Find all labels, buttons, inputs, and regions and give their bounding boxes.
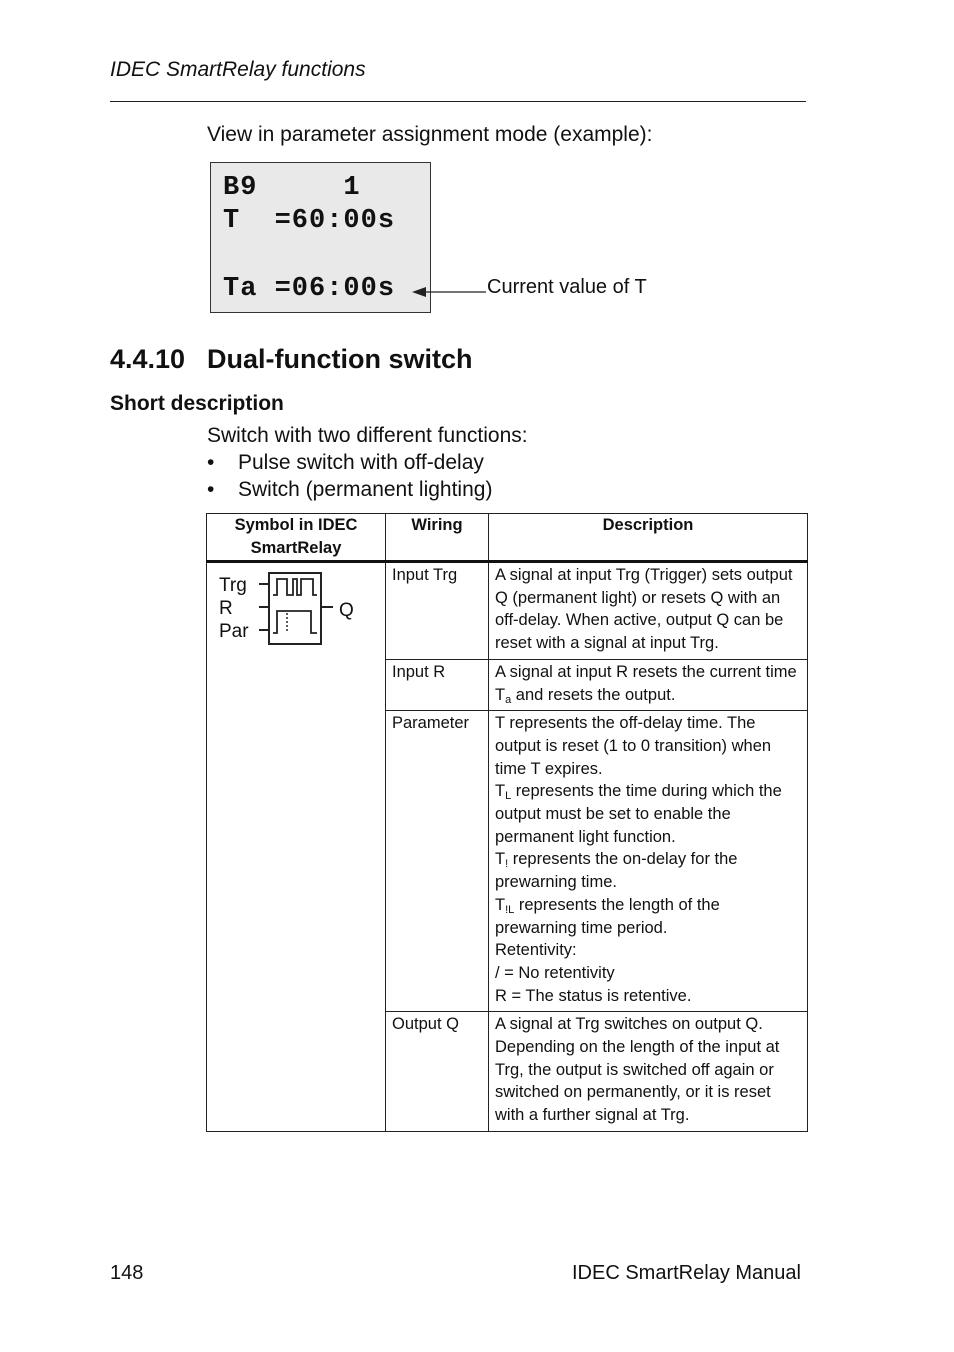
subscript: a: [505, 693, 512, 706]
description-text: represents the time during which the output must be set to enable the permanent light function.: [495, 782, 782, 846]
description-text: represents the length of the prewarning time period.: [495, 895, 720, 937]
function-table: [206, 513, 808, 1132]
retentivity-r: R = The status is retentive.: [495, 986, 692, 1005]
lcd-line-2: T =60:00s: [223, 206, 396, 236]
intro-text: View in parameter assignment mode (example):: [207, 123, 653, 146]
retentivity-label: Retentivity:: [495, 941, 577, 960]
wiring-cell: Input R: [386, 659, 489, 710]
bullet-text: Switch (permanent lighting): [238, 478, 493, 501]
retentivity-none: / = No retentivity: [495, 963, 615, 982]
description-cell: A signal at input Trg (Trigger) sets output Q (permanent light) or resets Q with an off-delay. When active, output Q can be reset with a signal at input Trg.: [489, 562, 808, 660]
symbol-output-q: Q: [339, 600, 354, 621]
header-description: Description: [489, 514, 808, 562]
subscript: !: [505, 858, 509, 871]
short-description-text: Switch with two different functions:: [207, 424, 528, 447]
header-symbol: Symbol in IDEC SmartRelay: [207, 514, 386, 562]
bullet-item: [207, 451, 484, 475]
callout-arrow-icon: [410, 280, 490, 300]
symbol-input-r: R: [219, 598, 233, 619]
lcd-display: [210, 162, 431, 313]
section-title: [110, 344, 473, 375]
param-t-excl-l: $T_{!L}$ represents the length of the prewarning time period.: [495, 895, 720, 937]
description-text: A signal at input R resets the current time T: [495, 662, 797, 704]
short-description-heading: Short description: [110, 392, 284, 415]
running-header: IDEC SmartRelay functions: [110, 58, 366, 81]
subscript: !L: [505, 903, 515, 916]
param-tl: $T_L$ represents the time during which the output must be set to enable the permanent light function.: [495, 782, 782, 846]
description-text: represents the on-delay for the prewarning time.: [495, 850, 738, 892]
description-cell: [489, 711, 808, 1012]
header-rule: [110, 101, 806, 102]
section-name: Dual-function switch: [207, 344, 473, 374]
dual-function-switch-symbol-icon: [217, 567, 367, 651]
header-wiring: Wiring: [386, 514, 489, 562]
table-row: [207, 562, 808, 660]
symbol-cell: [207, 562, 386, 1132]
bullet-icon: •: [207, 478, 215, 501]
wiring-cell: Output Q: [386, 1012, 489, 1132]
bullet-item: [207, 478, 492, 502]
bullet-text: Pulse switch with off-delay: [238, 451, 484, 474]
param-t: T represents the off-delay time. The output is reset (1 to 0 transition) when time T expires.: [495, 714, 772, 778]
description-text: and resets the output.: [511, 685, 676, 704]
symbol-input-trg: Trg: [219, 575, 247, 596]
page-number: 148: [110, 1262, 144, 1284]
description-cell: A signal at Trg switches on output Q. Depending on the length of the input at Trg, the output is switched off again or switched on permanently, or it is reset with a further signal at Trg.: [489, 1012, 808, 1132]
bullet-icon: •: [207, 451, 215, 474]
wiring-cell: Parameter: [386, 711, 489, 1012]
description-cell: [489, 659, 808, 710]
footer-title: IDEC SmartRelay Manual: [572, 1262, 801, 1284]
param-t-excl: $T_!$ represents the on-delay for the prewarning time.: [495, 850, 738, 892]
lcd-line-3: Ta =06:00s: [223, 274, 396, 304]
symbol-input-par: Par: [219, 621, 249, 642]
table-header-row: [207, 514, 808, 562]
lcd-line-1: B9 1: [223, 173, 361, 203]
subscript: L: [505, 790, 512, 803]
section-number: 4.4.10: [110, 344, 186, 374]
wiring-cell: Input Trg: [386, 562, 489, 660]
callout-label: Current value of T: [487, 276, 647, 298]
